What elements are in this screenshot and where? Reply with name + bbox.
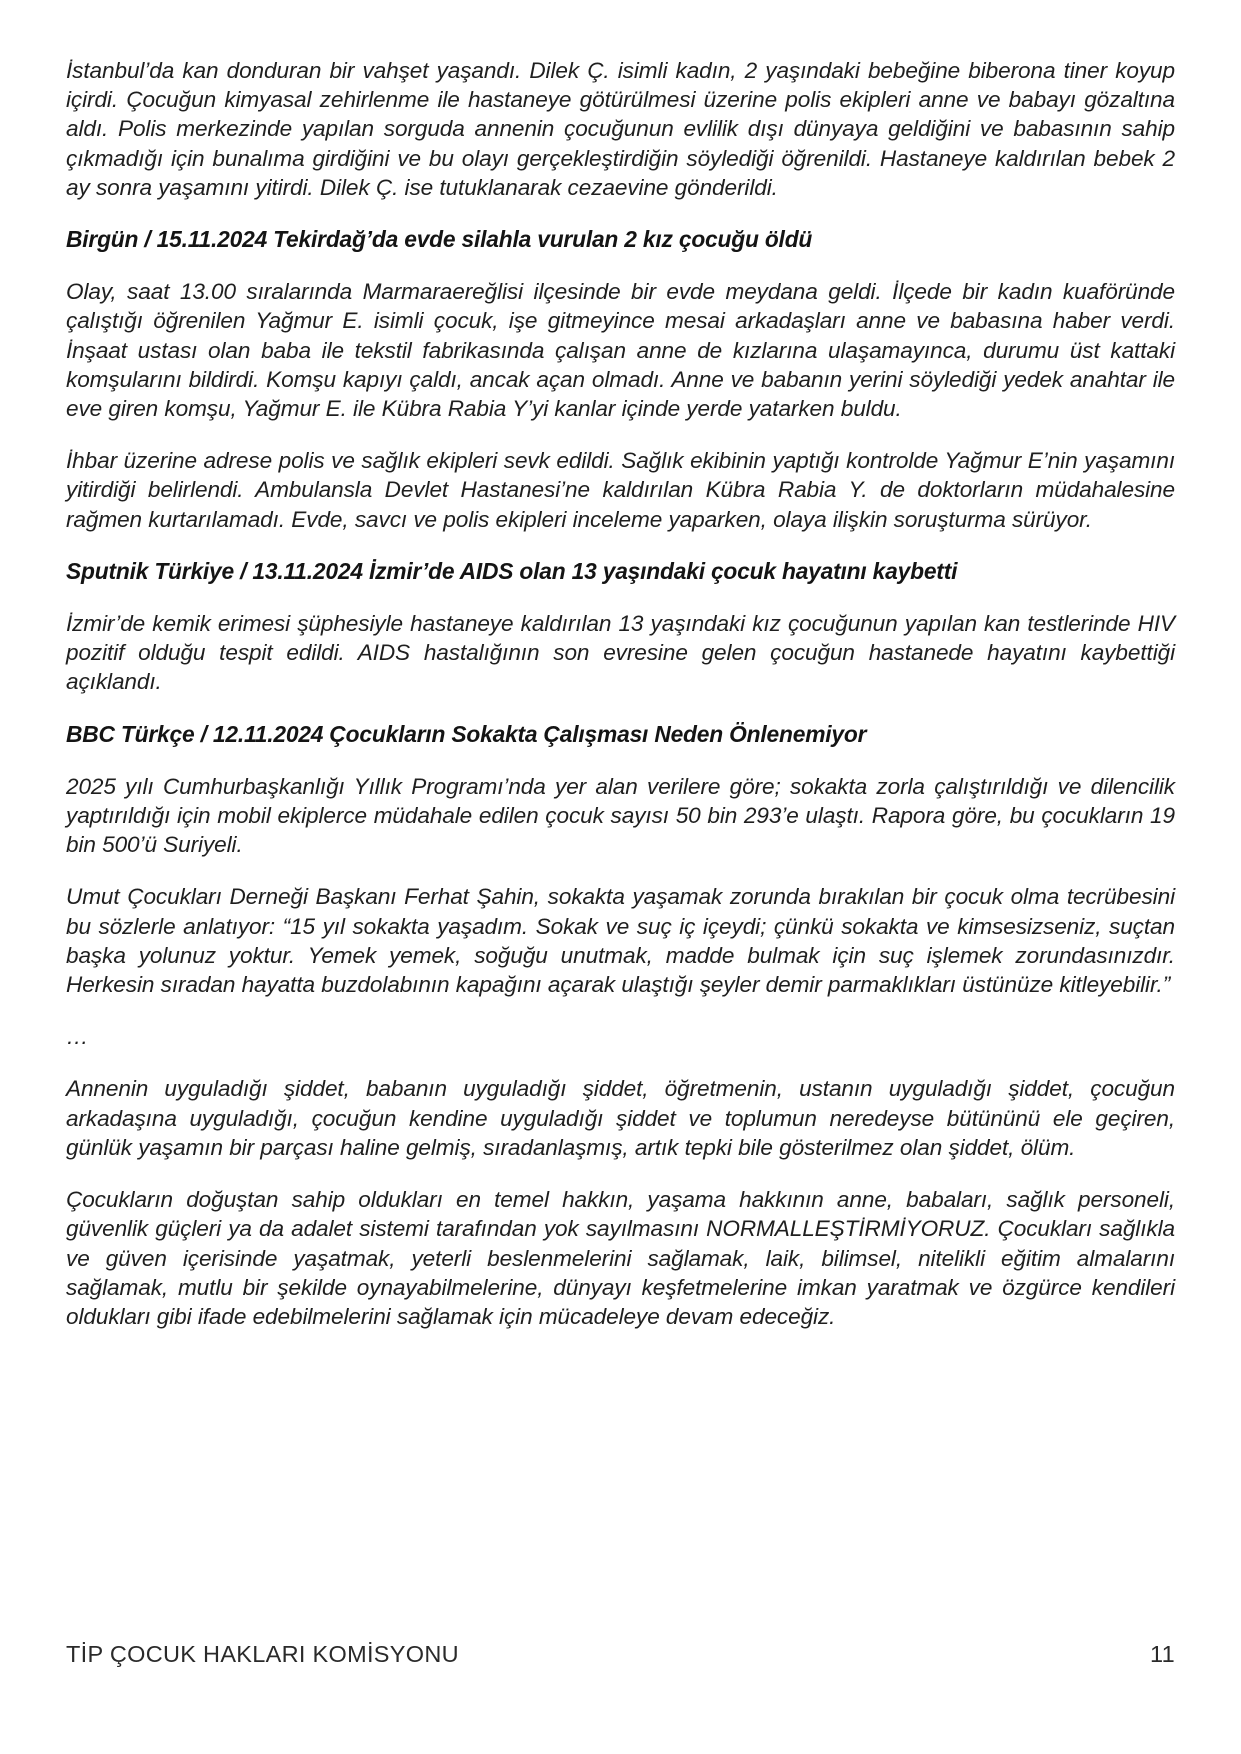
document-body	[66, 56, 1175, 1331]
paragraph-tekirdag-ihbar: İhbar üzerine adrese polis ve sağlık ekipleri sevk edildi. Sağlık ekibinin yaptığı kontrolde Yağmur E’nin yaşamını yitirdiği belirlendi. Ambulansla Devlet Hastanesi’ne kaldırılan Kübra Rabia Y. de doktorların müdahalesine rağmen kurtarılamadı. Evde, savcı ve polis ekipleri inceleme yaparken, olaya ilişkin soruşturma sürüyor.	[66, 448, 1175, 532]
paragraph-yasama-hakki: Çocukların doğuştan sahip oldukları en temel hakkın, yaşama hakkının anne, babaları, sağlık personeli, güvenlik güçleri ya da adalet sistemi tarafından yok sayılmasını NORMALLEŞTİRMİYORUZ. Çocukları sağlıkla ve güven içerisinde yaşatmak, yeterli beslenmelerini sağlamak, laik, bilimsel, nitelikli eğitim almalarını sağlamak, mutlu bir şekilde oynayabilmelerine, dünyayı keşfetmelerine imkan yaratmak ve özgürce kendileri oldukları gibi ifade edebilmelerini sağlamak için mücadeleye devam edeceğiz.	[66, 1187, 1175, 1329]
paragraph-tekirdag-olay: Olay, saat 13.00 sıralarında Marmaraereğlisi ilçesinde bir evde meydana geldi. İlçede bir kadın kuaföründe çalıştığı öğrenilen Yağmur E. isimli çocuk, işe gitmeyince mesai arkadaşları anne ve babasına haber verdi. İnşaat ustası olan baba ile tekstil fabrikasında çalışan anne de kızlarına ulaşamayınca, durumu üst kattaki komşularını bildirdi. Komşu kapıyı çaldı, ancak açan olmadı. Anne ve babanın yerini söylediği yedek anahtar ile eve giren komşu, Yağmur E. ile Kübra Rabia Y’yi kanlar içinde yerde yatarken buldu.	[66, 279, 1175, 422]
page-footer	[66, 1640, 1175, 1668]
paragraph-ellipsis: …	[66, 1024, 89, 1050]
paragraph-izmir-aids: İzmir’de kemik erimesi şüphesiyle hastaneye kaldırılan 13 yaşındaki kız çocuğunun yapılan kan testlerinde HIV pozitif olduğu tespit edildi. AIDS hastalığının son evresine gelen çocuğun hastanede hayatını kaybettiği açıklandı.	[66, 611, 1175, 695]
footer-page-number: 11	[1150, 1641, 1175, 1667]
paragraph-umut-cocuklari-dernegi: Umut Çocukları Derneği Başkanı Ferhat Şahin, sokakta yaşamak zorunda bırakılan bir çocuk olma tecrübesini bu sözlerle anlatıyor: “15 yıl sokakta yaşadım. Sokak ve suç iç içeydi; çünkü sokakta ve kimsesizseniz, suçtan başka yolunuz yoktur. Yemek yemek, soğuğu unutmak, madde bulmak için suç işlemek zorundasınızdır. Herkesin sıradan hayatta buzdolabının kapağını açarak ulaştığı şeyler demir parmaklıkları üstünüze kitleyebilir.”	[66, 884, 1175, 998]
paragraph-siddet-olum: Annenin uyguladığı şiddet, babanın uyguladığı şiddet, öğretmenin, ustanın uyguladığı şiddet, çocuğun arkadaşına uyguladığı, çocuğun kendine uyguladığı şiddet ve toplumun neredeyse bütününü ele geçiren, günlük yaşamın bir parçası haline gelmiş, sıradanlaşmış, artık tepki bile gösterilmez olan şiddet, ölüm.	[66, 1076, 1175, 1160]
paragraph-cumhurbaskanligi-programi: 2025 yılı Cumhurbaşkanlığı Yıllık Programı’nda yer alan verilere göre; sokakta zorla çalıştırıldığı ve dilencilik yaptırıldığı için mobil ekiplerce müdahale edilen çocuk sayısı 50 bin 293’e ulaştı. Rapora göre, bu çocukların 19 bin 500’ü Suriyeli.	[66, 773, 1175, 858]
heading-sputnik-izmir: Sputnik Türkiye / 13.11.2024 İzmir’de AIDS olan 13 yaşındaki çocuk hayatını kaybetti	[66, 557, 958, 584]
heading-bbc-turkce-sokakta-calisma: BBC Türkçe / 12.11.2024 Çocukların Sokakta Çalışması Neden Önlenemiyor	[66, 720, 867, 747]
footer-organization-name: TİP ÇOCUK HAKLARI KOMİSYONU	[66, 1641, 459, 1667]
heading-birgun-tekirdag: Birgün / 15.11.2024 Tekirdağ’da evde silahla vurulan 2 kız çocuğu öldü	[66, 226, 813, 253]
paragraph-istanbul-vahset: İstanbul’da kan donduran bir vahşet yaşandı. Dilek Ç. isimli kadın, 2 yaşındaki bebeğine biberona tiner koyup içirdi. Çocuğun kimyasal zehirlenme ile hastaneye götürülmesi üzerine polis ekipleri anne ve babayı gözaltına aldı. Polis merkezinde yapılan sorguda annenin çocuğunun evlilik dışı dünyaya geldiğini ve babasının sahip çıkmadığı için bunalıma girdiğini ve bu olayı gerçekleştirdiğin söylediği öğrenildi. Hastaneye kaldırılan bebek 2 ay sonra yaşamını yitirdi. Dilek Ç. ise tutuklanarak cezaevine gönderildi.	[66, 58, 1175, 200]
